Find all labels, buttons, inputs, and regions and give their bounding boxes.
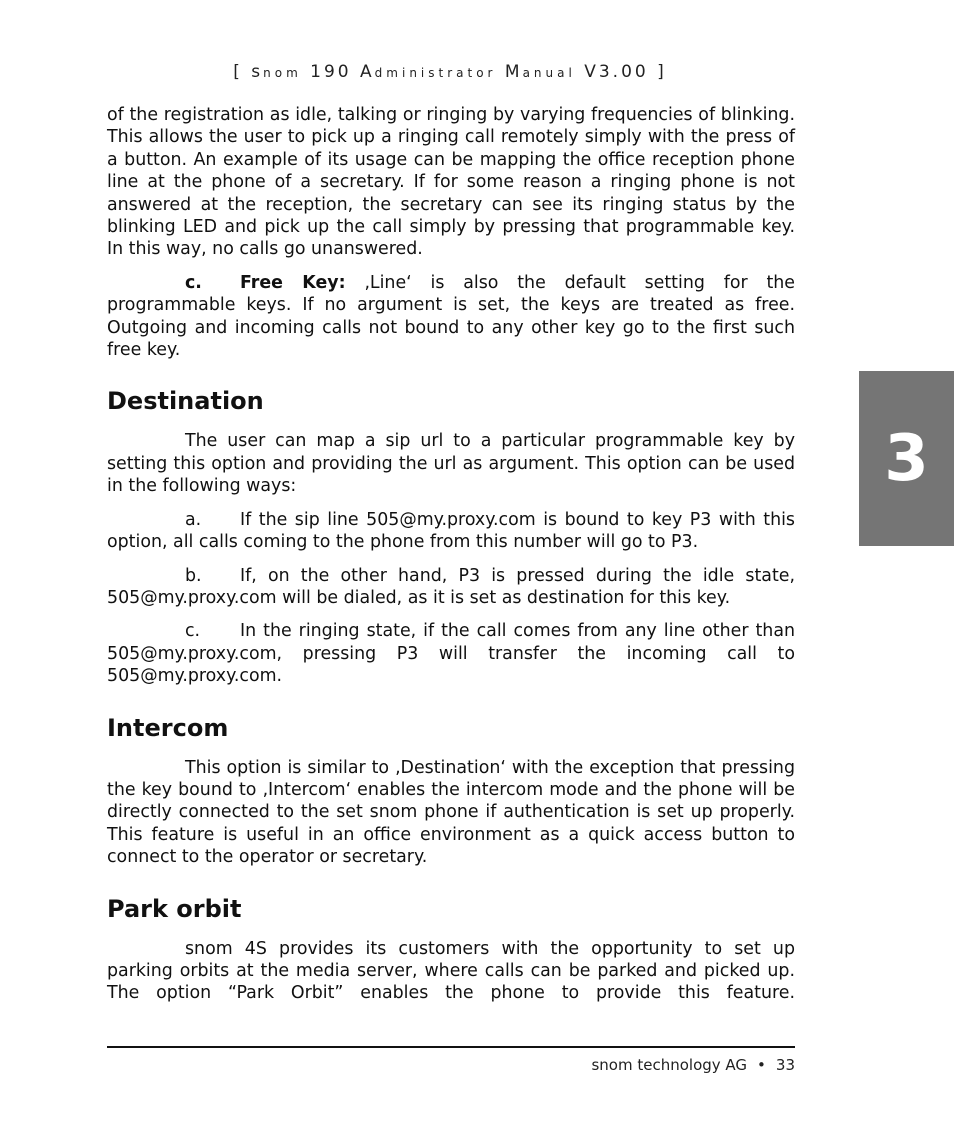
header-word2-rest: anual xyxy=(522,66,576,80)
header-word1-initial: A xyxy=(360,62,375,82)
free-key-item xyxy=(107,272,795,362)
footer-bullet: • xyxy=(757,1056,766,1074)
section-heading-park-orbit: Park orbit xyxy=(107,894,242,923)
footer-company: snom technology AG xyxy=(591,1056,748,1074)
running-header xyxy=(0,62,900,82)
header-bracket-open: [ xyxy=(233,62,243,82)
intro-paragraph: of the registration as idle, talking or ringing by varying frequencies of blinking. This allows the user to pick up a ringing call remotely simply with the press of a button. An example of its usage can be mapping the office reception phone line at the phone of a secretary. If for some reason a ringing phone is not answered at the reception, the secretary can see its ringing status by the blinking LED and pick up the call simply by pressing that programmable key. In this way, no calls go unanswered. xyxy=(107,105,795,260)
header-word1-rest: dministrator xyxy=(374,66,497,80)
list-item-text: If, on the other hand, P3 is pressed during the idle state, 505@my.proxy.com will be dialed, as it is set as destination for this key. xyxy=(107,565,795,608)
header-brand-initial: s xyxy=(251,62,264,82)
destination-paragraph: The user can map a sip url to a particular programmable key by setting this option and providing the url as argument. This option can be used in the following ways: xyxy=(107,431,795,497)
page-footer xyxy=(591,1056,795,1074)
page-number: 33 xyxy=(775,1056,795,1074)
destination-item-c xyxy=(107,620,795,687)
list-item-text: In the ringing state, if the call comes from any line other than 505@my.proxy.com, pressing P3 will transfer the incoming call to 505@my.proxy.com. xyxy=(107,621,795,687)
section-heading-destination: Destination xyxy=(107,387,264,416)
page-body xyxy=(107,104,795,1016)
chapter-tab xyxy=(859,371,954,546)
section-heading-intercom: Intercom xyxy=(107,713,229,742)
list-marker: b. xyxy=(185,565,202,586)
free-key-text: ‚Line‘ is also the default setting for the programmable keys. If no argument is set, the keys are treated as free. Outgoing and incoming calls not bound to any other key go to the first such free key. xyxy=(107,272,795,361)
header-word2-initial: M xyxy=(504,62,523,82)
chapter-number: 3 xyxy=(884,421,929,496)
list-marker: c. xyxy=(185,621,201,642)
destination-item-b xyxy=(107,565,795,610)
header-brand-rest: nom xyxy=(263,66,302,80)
park-orbit-paragraph: snom 4S provides its customers with the opportunity to set up parking orbits at the media server, where calls can be parked and picked up. The option “Park Orbit” enables the phone to provide this feature. xyxy=(107,938,795,1004)
intercom-paragraph: This option is similar to ‚Destination‘ with the exception that pressing the key bound to ‚Intercom‘ enables the intercom mode and the phone will be directly connected to the set snom phone if authentication is set up properly. This feature is useful in an office environment as a quick access button to connect to the operator or secretary. xyxy=(107,757,795,868)
list-marker: c. xyxy=(185,272,202,293)
list-marker: a. xyxy=(185,509,202,530)
header-bracket-close: ] xyxy=(657,62,667,82)
footer-divider xyxy=(107,1046,795,1048)
header-model: 190 xyxy=(310,62,352,82)
free-key-label: Free Key: xyxy=(240,272,346,293)
list-item-text: If the sip line 505@my.proxy.com is bound to key P3 with this option, all calls coming to the phone from this number will go to P3. xyxy=(107,509,795,553)
header-version: V3.00 xyxy=(584,62,649,82)
destination-item-a xyxy=(107,509,795,554)
